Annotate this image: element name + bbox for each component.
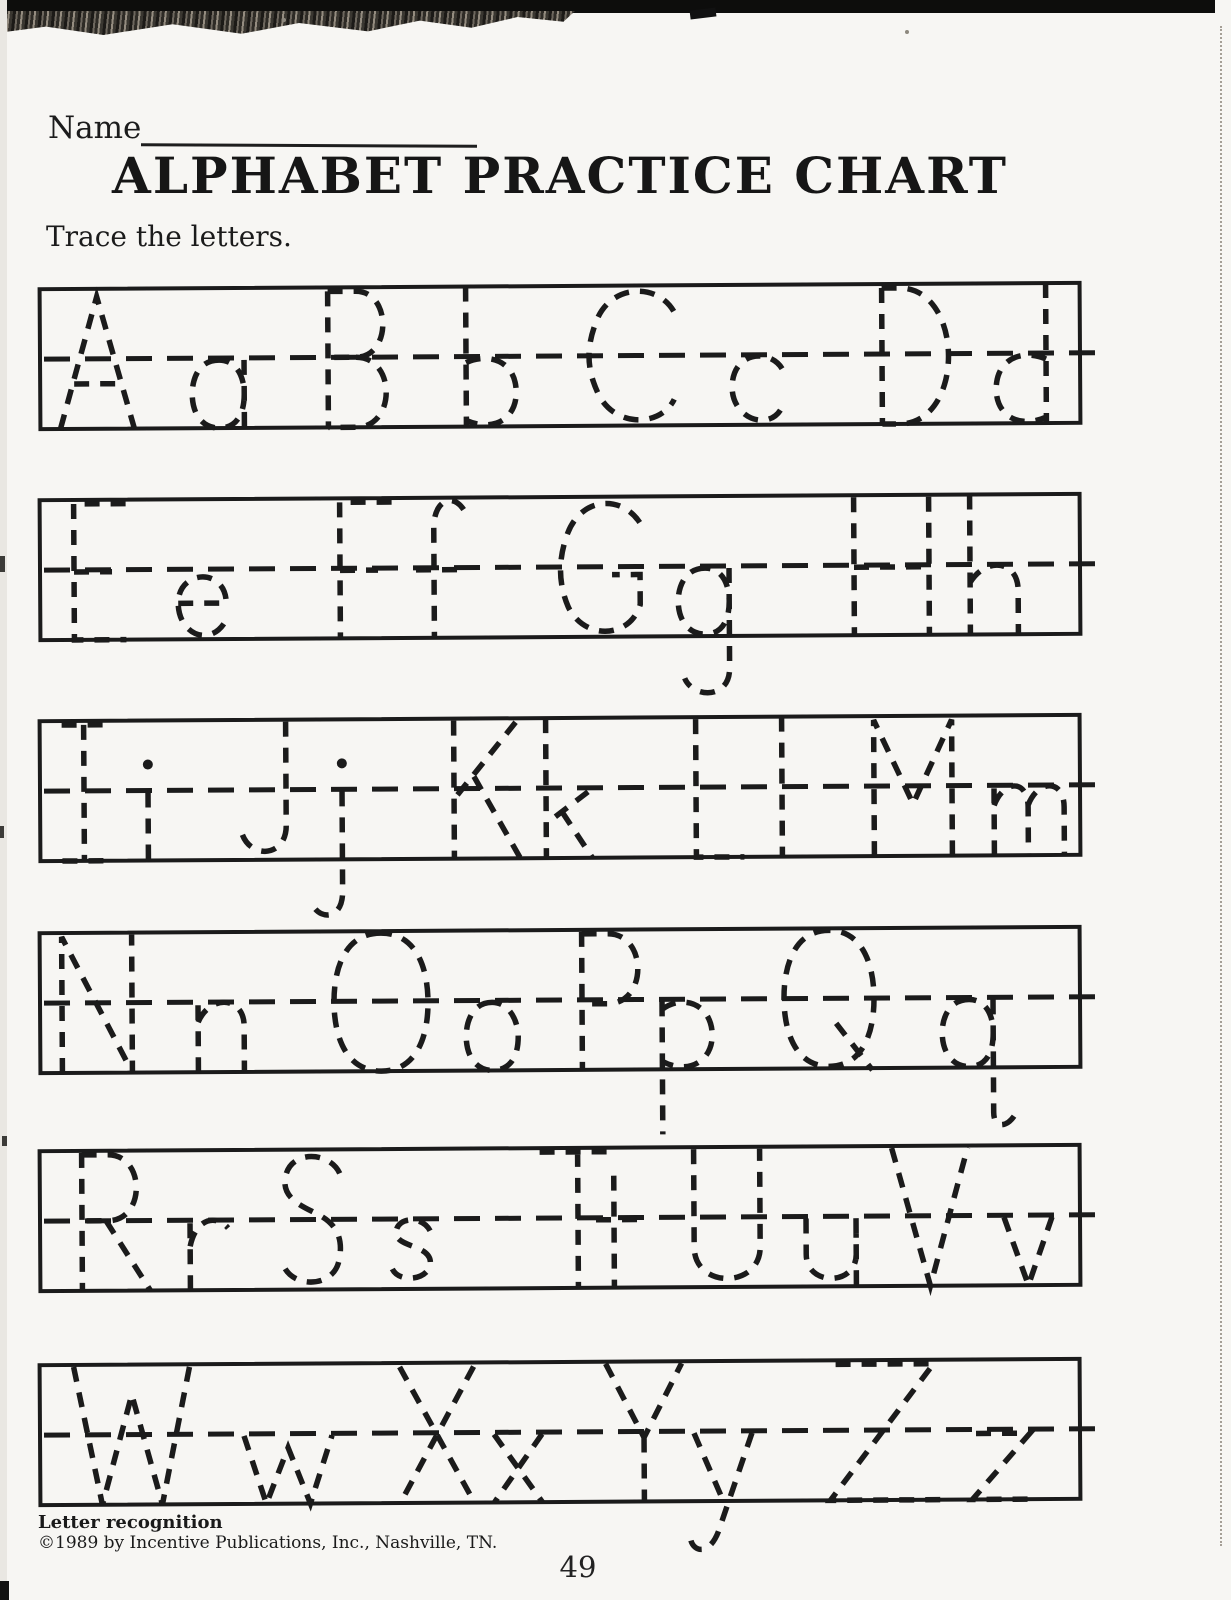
traced-letter-E xyxy=(74,504,127,640)
page-title: ALPHABET PRACTICE CHART xyxy=(112,146,1008,205)
row-midline xyxy=(44,353,1102,359)
traced-letter-e xyxy=(178,577,226,636)
letter-dot xyxy=(143,759,153,769)
traced-letter-A xyxy=(60,297,135,429)
traced-letter-z xyxy=(972,1433,1038,1499)
traced-letter-r xyxy=(190,1220,228,1290)
traced-letter-N xyxy=(62,935,133,1073)
traced-letter-c xyxy=(732,356,782,421)
page-number: 49 xyxy=(559,1550,597,1584)
name-label: Name xyxy=(48,110,142,146)
traced-letter-J xyxy=(240,722,287,852)
traced-letter-x xyxy=(494,1434,542,1502)
row-midline xyxy=(44,1215,1102,1221)
traced-letter-g xyxy=(678,568,730,693)
traced-letter-m xyxy=(994,786,1064,856)
traced-letter-y xyxy=(690,1433,753,1550)
letter-dot xyxy=(337,758,347,768)
traced-letter-s xyxy=(392,1220,430,1279)
instruction-text: Trace the letters. xyxy=(46,220,292,253)
row-midline xyxy=(44,997,1102,1003)
row-midline xyxy=(44,785,1102,791)
traced-letter-q xyxy=(942,999,1015,1125)
row-midline xyxy=(44,1429,1102,1435)
traced-letter-j xyxy=(310,758,348,915)
traced-letter-i xyxy=(143,759,154,860)
practice-row-1 xyxy=(40,283,1103,435)
traced-letter-a xyxy=(192,360,244,434)
traced-letter-o xyxy=(466,1002,518,1070)
traced-letter-U xyxy=(694,1149,761,1279)
traced-letter-n xyxy=(198,1002,244,1072)
row-midline xyxy=(44,564,1102,570)
practice-row-3 xyxy=(40,715,1103,917)
traced-letter-H xyxy=(854,497,930,635)
practice-row-5 xyxy=(40,1145,1103,1291)
traced-letter-t xyxy=(596,1176,639,1288)
practice-row-2 xyxy=(40,494,1103,697)
traced-letter-u xyxy=(806,1218,856,1286)
traced-letter-v xyxy=(1004,1217,1052,1285)
practice-row-4 xyxy=(40,927,1103,1138)
footer-copyright: ©1989 by Incentive Publications, Inc., Nashville, TN. xyxy=(38,1533,498,1553)
traced-letter-w xyxy=(244,1435,332,1504)
footer-category: Letter recognition xyxy=(38,1512,223,1533)
